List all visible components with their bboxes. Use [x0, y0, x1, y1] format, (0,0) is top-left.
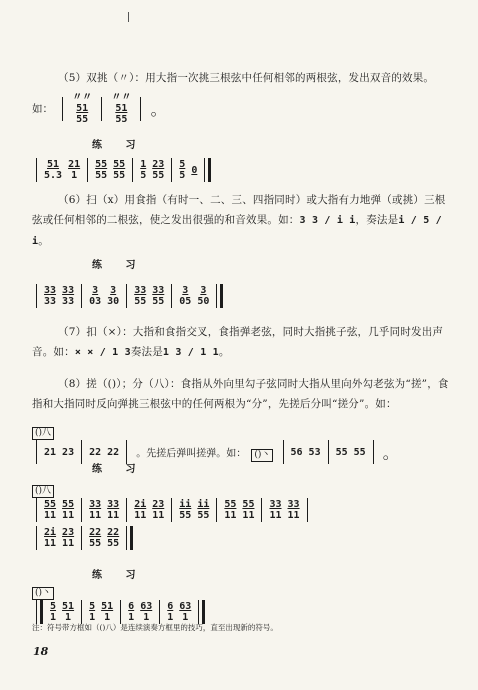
notation-cell: $\frac{55}{11}$ [44, 499, 57, 521]
barline [36, 600, 43, 624]
sweep-text: （6）扫（ⅹ）用食指（有时一、二、三、四指同时）或大指有力地弹（或挑）三根弦或任何相邻的二根弦，使之发出很强的和音效果。如： [32, 194, 446, 226]
notation-cell: $\frac{3}{03}$ [89, 285, 102, 307]
notation-cell: $\frac{55}{11}$ [62, 499, 75, 521]
notation-cell: $\frac{33}{55}$ [134, 285, 147, 307]
footnote: 注：符号带方框如（()八）是连续演奏方框里的技巧，直至出现新的符号。 [32, 623, 278, 632]
barline [126, 526, 133, 550]
notation-cell: 55 [353, 446, 366, 458]
barline [81, 600, 82, 624]
notation-cell: $\frac{ii}{55}$ [179, 499, 192, 521]
barline [159, 600, 160, 624]
notation-cell: $\frac{33}{11}$ [269, 499, 282, 521]
barline [36, 284, 37, 308]
technique-box: ()八 [32, 427, 54, 440]
barline [171, 284, 172, 308]
notation-cell: 56 [290, 446, 303, 458]
barline [198, 600, 205, 624]
page-number: 18 [33, 645, 49, 658]
barline [81, 440, 82, 464]
notation-cell: $\frac{ii}{55}$ [197, 499, 210, 521]
practice-row-last [32, 580, 209, 624]
notation-cell: $\frac{63}{1}$ [179, 601, 192, 623]
notation-cell: $\frac{23}{11}$ [152, 499, 165, 521]
notation-cell: $\frac{55}{11}$ [242, 499, 255, 521]
technique-box: ()丶 [32, 587, 54, 600]
notation-cell: $\frac{63}{1}$ [140, 601, 153, 623]
barline [132, 158, 133, 182]
notation-cell: $\frac{33}{33}$ [44, 285, 57, 307]
sweep-example: 3 3 / i i [299, 215, 356, 226]
notation-cell: $\frac{33}{55}$ [152, 285, 165, 307]
barline [62, 97, 63, 121]
notation-cell: $\frac{1}{5}$ [140, 159, 147, 181]
practice-row-rub-2 [32, 526, 137, 550]
example-rub-split [32, 420, 399, 464]
notation-cell: $\frac{51}{1}$ [62, 601, 75, 623]
notation-cell: $\frac{33}{33}$ [62, 285, 75, 307]
paragraph-sweep [32, 190, 450, 252]
barline [373, 440, 374, 464]
notation-cell: $\frac{21}{1}$ [68, 159, 81, 181]
notation-cell: 55 [335, 446, 348, 458]
barline [171, 498, 172, 522]
technique-box: ()丶 [251, 449, 273, 462]
notation-cell: 22 [89, 446, 102, 458]
notation-cell: $\frac{3}{05}$ [179, 285, 192, 307]
paragraph-rub-split: （8）搓（()）；分（八）：食指从外向里勾子弦同时大指从里向外勾老弦为“搓”，食指和大指同时反向弹挑三根弦中的任何两根为“分”，先搓后分叫“搓分”。如： [32, 378, 449, 410]
notation-cell: $\frac{5}{1}$ [89, 601, 96, 623]
barline [216, 284, 223, 308]
notation-cell: $\frac{5}{5}$ [179, 159, 186, 181]
practice-heading: 练 习 [92, 464, 146, 475]
practice-row-double-pluck [32, 158, 215, 182]
notation-cell: $\frac{6}{1}$ [128, 601, 135, 623]
barline [120, 600, 121, 624]
period: 。 [38, 235, 49, 247]
notation-cell: $\frac{23}{55}$ [152, 159, 165, 181]
scan-mark [128, 12, 129, 22]
notation-cell: $\frac{33}{11}$ [89, 499, 102, 521]
practice-heading: 练 习 [92, 260, 146, 271]
notation-cell: $\frac{6}{1}$ [167, 601, 174, 623]
barline [328, 440, 329, 464]
barline [36, 440, 37, 464]
notation-cell: 0 [191, 164, 198, 176]
period: 。 [382, 443, 399, 463]
paragraph-double-pluck: （5）双挑（〃）：用大指一次挑三根弦中任何相邻的两根弦，发出双音的效果。 [58, 72, 435, 84]
practice-row-sweep [32, 284, 227, 308]
barline [307, 498, 308, 522]
practice-heading: 练 习 [92, 140, 146, 151]
technique-box: ()八 [32, 485, 54, 498]
notation-cell: $\frac{3}{30}$ [107, 285, 120, 307]
barline [126, 284, 127, 308]
period: 。 [218, 346, 230, 358]
notation-cell: $\frac{23}{11}$ [62, 527, 75, 549]
notation-cell: 〃〃 51 55 [72, 92, 93, 125]
buckle-mid: 奏法是 [130, 346, 163, 358]
barline [81, 284, 82, 308]
example-double-pluck [32, 92, 167, 125]
buckle-text: （7）扣（×）：大指和食指交叉，食指弹老弦，同时大指挑子弦，几乎同时发出声音。如： [32, 326, 444, 358]
notation-cell: 53 [308, 446, 321, 458]
rub-mid-text: 。先搓后弹叫搓弹。如： [136, 448, 247, 460]
barline [126, 498, 127, 522]
period: 。 [150, 100, 167, 119]
barline [81, 498, 82, 522]
notation-cell: $\frac{51}{5.3}$ [44, 159, 63, 181]
notation-cell: $\frac{5}{1}$ [50, 601, 57, 623]
paragraph-buckle [32, 322, 450, 363]
notation-cell: 22 [107, 446, 120, 458]
barline [36, 498, 37, 522]
practice-row-rub-1 [32, 478, 312, 522]
sweep-method: i / 5 / i [32, 215, 442, 247]
barline [283, 440, 284, 464]
notation-cell: $\frac{22}{55}$ [89, 527, 102, 549]
notation-cell: $\frac{2i}{11}$ [134, 499, 147, 521]
notation-cell: $\frac{55}{11}$ [224, 499, 237, 521]
notation-cell: $\frac{33}{11}$ [107, 499, 120, 521]
practice-heading: 练 习 [92, 570, 146, 581]
barline [140, 97, 141, 121]
buckle-example: × × / 1 3 [74, 347, 131, 358]
barline [101, 97, 102, 121]
notation-cell: 23 [62, 446, 75, 458]
notation-cell: 〃〃 51 55 [111, 92, 132, 125]
notation-cell: $\frac{2i}{11}$ [44, 527, 57, 549]
barline [36, 158, 37, 182]
notation-cell: $\frac{22}{55}$ [107, 527, 120, 549]
buckle-method: 1 3 / 1 1 [162, 347, 219, 358]
barline [216, 498, 217, 522]
example-prefix: 如： [32, 103, 53, 115]
barline [171, 158, 172, 182]
notation-cell: $\frac{55}{55}$ [113, 159, 126, 181]
notation-cell: $\frac{3}{50}$ [197, 285, 210, 307]
notation-cell: $\frac{33}{11}$ [287, 499, 300, 521]
sweep-mid: ，奏法是 [355, 214, 399, 226]
barline [261, 498, 262, 522]
barline [204, 158, 211, 182]
notation-cell: 21 [44, 446, 57, 458]
barline [36, 526, 37, 550]
notation-cell: $\frac{51}{1}$ [101, 601, 114, 623]
barline [87, 158, 88, 182]
barline [81, 526, 82, 550]
notation-cell: $\frac{55}{55}$ [95, 159, 108, 181]
